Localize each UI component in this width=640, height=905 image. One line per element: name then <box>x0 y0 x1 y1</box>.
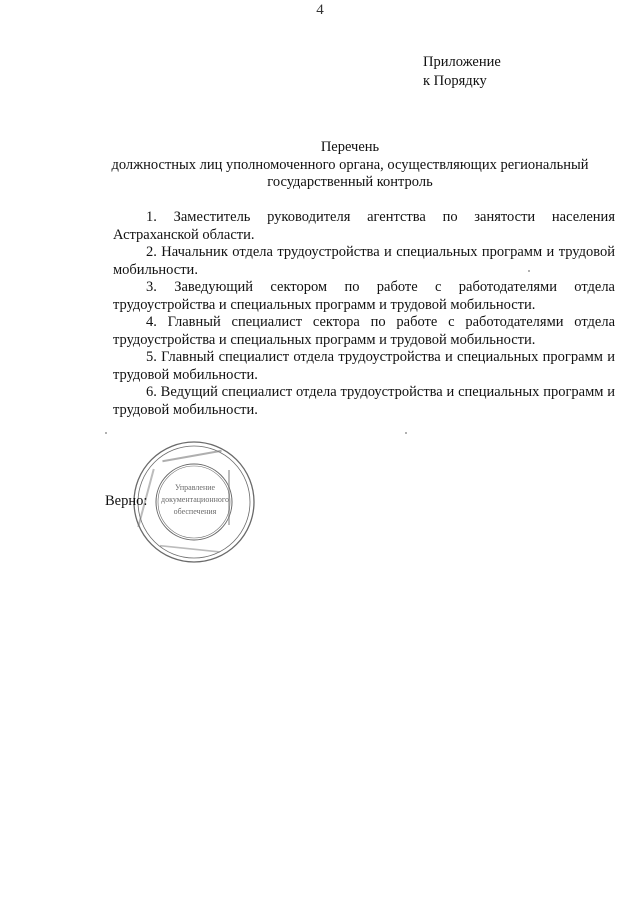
officials-list <box>113 209 615 419</box>
official-stamp <box>100 440 300 580</box>
certification-label: Верно: <box>105 493 148 509</box>
stamp-inner-line-1: Управление <box>174 483 216 492</box>
scan-speck <box>105 432 107 434</box>
list-item: 4. Главный специалист сектора по работе с работодателями отдела трудоустройства и специальных программ и трудовой мобильности. <box>113 314 615 348</box>
page-number: 4 <box>316 2 324 18</box>
stamp-inner-line-3: обеспечения <box>173 507 217 516</box>
list-item: 1. Заместитель руководителя агентства по занятости населения Астраханской области. <box>113 209 615 243</box>
appendix-line-1: Приложение <box>423 54 501 70</box>
scan-speck <box>405 432 407 434</box>
list-item: 5. Главный специалист отдела трудоустройства и специальных программ и трудовой мобильности. <box>113 349 615 383</box>
list-item: 2. Начальник отдела трудоустройства и специальных программ и трудовой мобильности. <box>113 244 615 278</box>
list-item: 3. Заведующий сектором по работе с работодателями отдела трудоустройства и специальных программ и трудовой мобильности. <box>113 279 615 313</box>
list-item: 6. Ведущий специалист отдела трудоустройства и специальных программ и трудовой мобильности. <box>113 384 615 418</box>
stamp-inner-line-2: документационного <box>161 495 229 504</box>
appendix-note <box>423 53 501 91</box>
heading-subtitle-line-1: должностных лиц уполномоченного органа, осуществляющих региональный <box>111 156 589 173</box>
appendix-line-2: к Порядку <box>423 73 487 89</box>
document-heading <box>100 139 600 192</box>
heading-title: Перечень <box>320 139 380 155</box>
scan-speck <box>528 270 530 272</box>
certification-block <box>100 440 300 580</box>
heading-subtitle-line-2: государственный контроль <box>267 174 433 190</box>
